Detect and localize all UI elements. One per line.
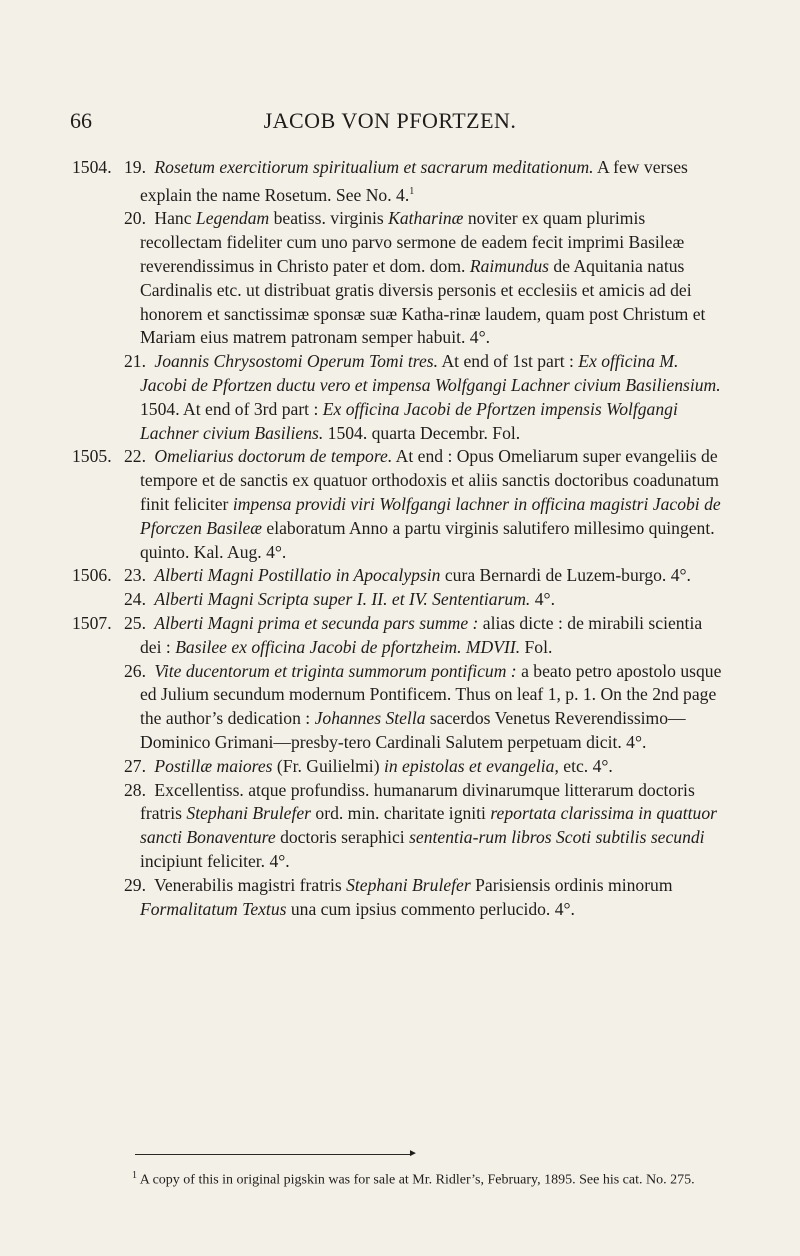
bibliography-entry xyxy=(72,445,728,564)
entry-number: 19. xyxy=(124,157,146,177)
bibliography-entry xyxy=(72,588,728,612)
entry-year: 1504. xyxy=(72,157,112,177)
bibliography-entry xyxy=(72,660,728,755)
entry-number: 20. xyxy=(124,208,146,229)
bibliography-entries xyxy=(72,156,728,921)
bibliography-entry xyxy=(72,350,728,445)
entry-text: Joannis Chrysostomi Operum Tomi tres. At end of 1st part : Ex officina M. Jacobi de Pfortzen ductu vero et impensa Wolfgangi Lachner civium Basiliensium. 1504. At end of 3rd part : Ex officina Jacobi de Pfortzen impensis Wolfgangi Lachner civium Basiliens. 1504. quarta Decembr. Fol. xyxy=(140,351,721,443)
entry-text: Excellentiss. atque profundiss. humanarum divinarumque litterarum doctoris fratris Stephani Brulefer ord. min. charitate igniti reportata clarissima in quattuor sancti Bonaventure doctoris seraphici sententia-rum libros Scoti subtilis secundi incipiunt feliciter. 4°. xyxy=(140,779,717,871)
running-title: JACOB VON PFORTZEN. xyxy=(263,108,517,133)
page-number: 66 xyxy=(70,108,92,133)
bibliography-entry xyxy=(72,874,728,922)
bibliography-entry xyxy=(72,612,728,660)
bibliography-entry xyxy=(72,156,728,207)
entry-number: 25. xyxy=(124,613,146,633)
entry-number: 21. xyxy=(124,351,146,372)
entry-number: 23. xyxy=(124,565,146,586)
footnote-rule xyxy=(135,1154,410,1155)
entry-number: 26. xyxy=(124,660,146,681)
bibliography-entry xyxy=(72,564,728,588)
footnote-text: $^1$ A copy of this in original pigskin was for sale at Mr. Ridler’s, February, 1895. See his cat. No. 275. xyxy=(132,1170,695,1188)
entry-text: Alberti Magni prima et secunda pars summe : alias dicte : de mirabili scientia dei : Basilee ex officina Jacobi de pfortzheim. MDVII. Fol. xyxy=(140,613,703,657)
bibliography-entry xyxy=(72,207,728,350)
entry-year: 1507. xyxy=(72,613,112,633)
entry-number: 24. xyxy=(124,589,146,610)
entry-number: 28. xyxy=(124,779,146,800)
entry-text: Venerabilis magistri fratris Stephani Brulefer Parisiensis ordinis minorum Formalitatum Textus una cum ipsius commento perlucido. 4°. xyxy=(140,874,673,919)
entry-text: Alberti Magni Postillatio in Apocalypsin cura Bernardi de Luzem-burgo. 4°. xyxy=(154,565,691,586)
entry-text: Postillæ maiores (Fr. Guilielmi) in epistolas et evangelia, etc. 4°. xyxy=(154,755,613,776)
entry-text: Omeliarius doctorum de tempore. At end : Opus Omeliarum super evangeliis de tempore et de sanctis ex quatuor orthodoxis et aliis sanctis doctoribus coadunatum finit feliciter impensa providi viri Wolfgangi lachner in officina magistri Jacobi de Pforczen Basileæ elaboratum Anno a partu virginis salutifero millesimo quingent. quinto. Kal. Aug. 4°. xyxy=(140,446,721,562)
entry-number: 29. xyxy=(124,874,146,895)
bibliography-entry xyxy=(72,779,728,874)
entry-text: Hanc Legendam beatiss. virginis Katharinæ noviter ex quam plurimis recollectam fideliter cum uno parvo sermone de eadem fecit imprimi Basileæ reverendissimus in Christo pater et dom. dom. Raimundus de Aquitania natus Cardinalis etc. ut distribuat gratis diversis personis et ecclesiis et amicis ad dei honorem et sanctissimæ sponsæ suæ Katha-rinæ laudem, quam post Christum et Mariam eius matrem patronam semper habuit. 4°. xyxy=(140,208,706,348)
entry-year: 1506. xyxy=(72,565,112,586)
entry-number: 27. xyxy=(124,755,146,776)
entry-text: Alberti Magni Scripta super I. II. et IV. Sententiarum. 4°. xyxy=(154,589,555,610)
footnote xyxy=(72,1166,728,1191)
page-header xyxy=(70,108,710,142)
bibliography-entry xyxy=(72,755,728,779)
entry-number: 22. xyxy=(124,446,146,467)
entry-year: 1505. xyxy=(72,446,112,467)
entry-text: Vite ducentorum et triginta summorum pontificum : a beato petro apostolo usque ed Julium secundum modernum Pontificem. Thus on leaf 1, p. 1. On the 2nd page the author’s dedication : Johannes Stella sacerdos Venetus Reverendissimo—Dominico Grimani—presby-tero Cardinali Salutem perpetuam dicit. 4°. xyxy=(140,660,722,752)
entry-text: Rosetum exercitiorum spiritualium et sacrarum meditationum. A few verses explain the name Rosetum. See No. 4.$^1$ xyxy=(140,157,688,205)
rule-ornament-icon: ► xyxy=(408,1148,418,1159)
